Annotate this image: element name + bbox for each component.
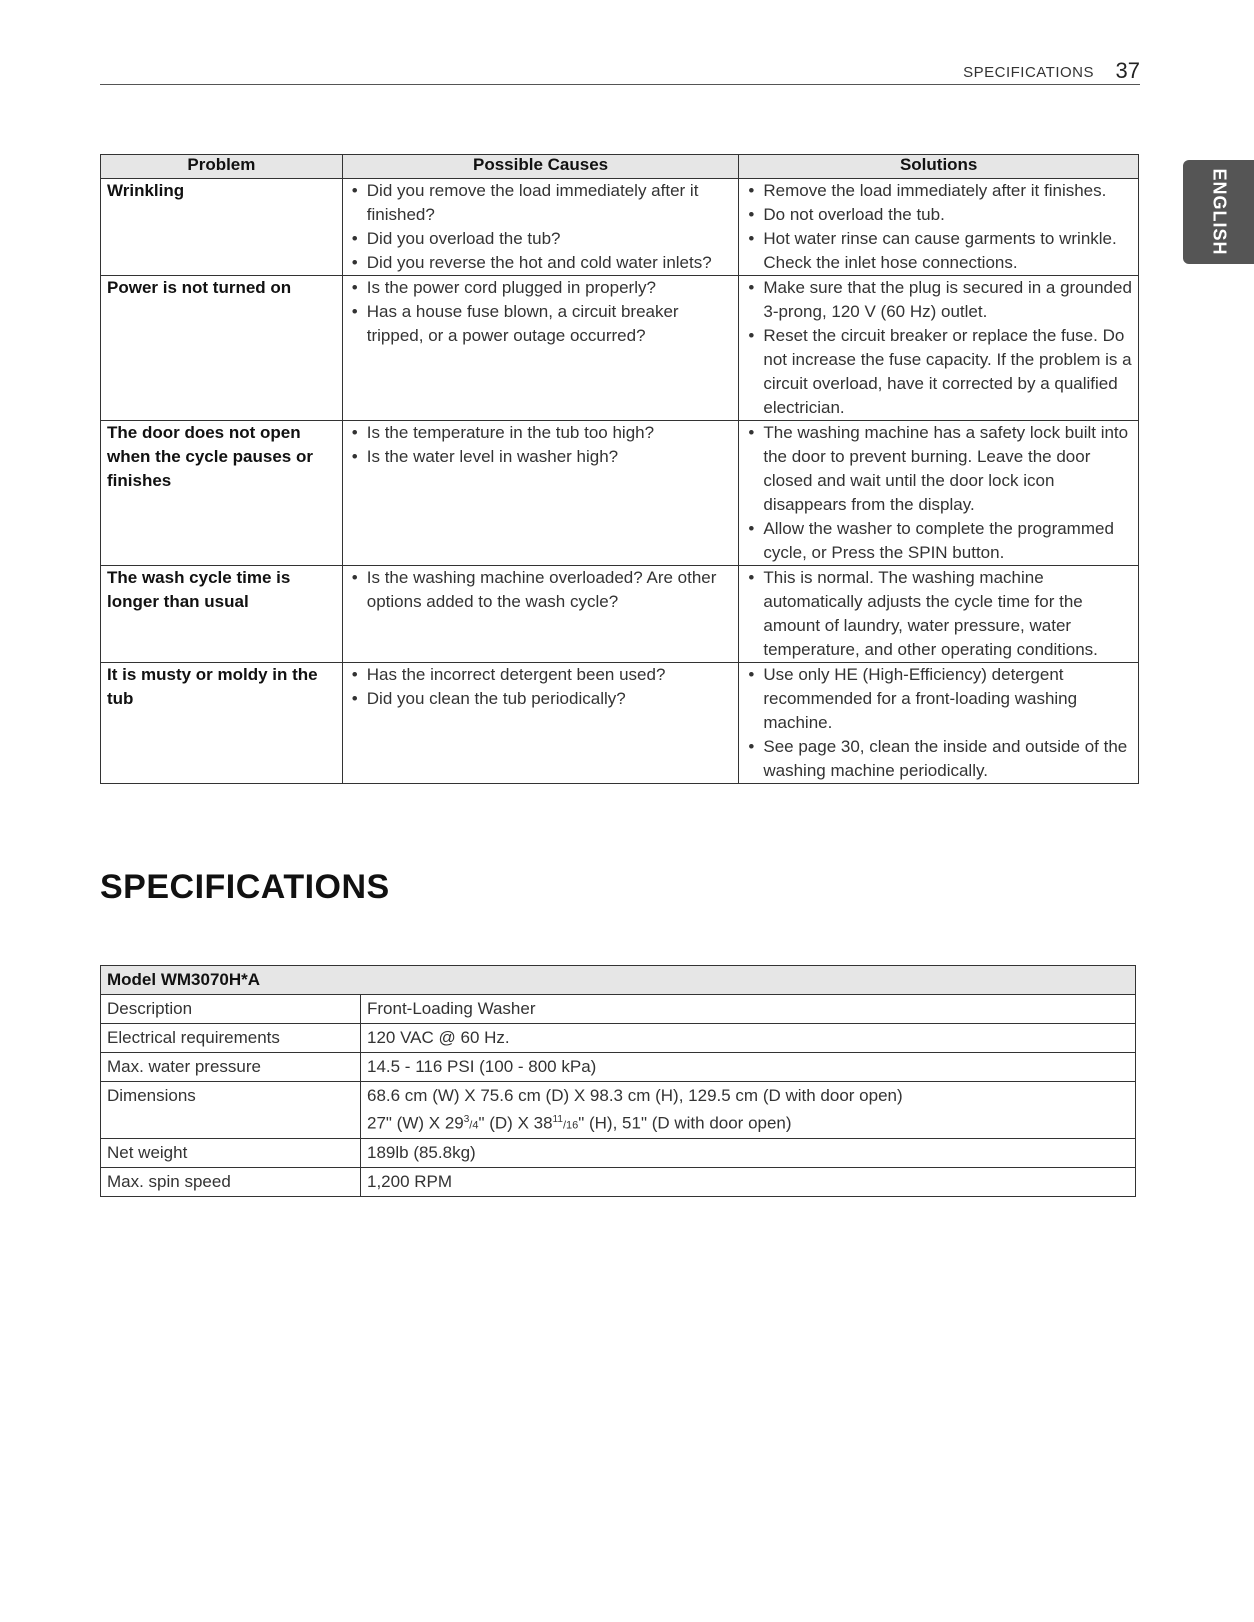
list-item: • Is the power cord plugged in properly? — [349, 276, 735, 300]
table-row — [101, 1082, 1136, 1139]
list-item: • Hot water rinse can cause garments to wrinkle. Check the inlet hose connections. — [745, 227, 1134, 275]
table-row — [101, 1167, 1136, 1196]
spec-label: Dimensions — [101, 1082, 361, 1139]
page-header — [100, 58, 1140, 85]
problem-cell: The wash cycle time is longer than usual — [101, 566, 343, 663]
language-tab-label: ENGLISH — [1209, 168, 1229, 256]
table-row — [101, 1024, 1136, 1053]
table-row — [101, 1053, 1136, 1082]
list-item: • Use only HE (High-Efficiency) detergent recommended for a front-loading washing machine. — [745, 663, 1134, 735]
solutions-cell — [739, 566, 1139, 663]
solutions-cell — [739, 276, 1139, 421]
list-item: • Remove the load immediately after it finishes. — [745, 179, 1134, 203]
list-item: • Did you remove the load immediately after it finished? — [349, 179, 735, 227]
list-item: • Has the incorrect detergent been used? — [349, 663, 735, 687]
troubleshooting-header-row — [101, 155, 1139, 179]
table-row — [101, 995, 1136, 1024]
troubleshooting-table — [100, 154, 1139, 784]
header-section-name: SPECIFICATIONS — [963, 64, 1094, 81]
dimensions-imperial: 27" (W) X $29^3/4$" (D) X $38^{11}/16$" (H), 51" (D with door open) — [367, 1113, 792, 1133]
list-item: • This is normal. The washing machine automatically adjusts the cycle time for the amount of laundry, water pressure, water temperature, and other operating conditions. — [745, 566, 1134, 662]
spec-value — [361, 1082, 1136, 1139]
list-item: • Reset the circuit breaker or replace the fuse. Do not increase the fuse capacity. If the problem is a circuit overload, have it corrected by a qualified electrician. — [745, 324, 1134, 420]
list-item: • The washing machine has a safety lock built into the door to prevent burning. Leave the door closed and wait until the door lock icon disappears from the display. — [745, 421, 1134, 517]
spec-value: Front-Loading Washer — [361, 995, 1136, 1024]
spec-value: 189lb (85.8kg) — [361, 1138, 1136, 1167]
table-row — [101, 179, 1139, 276]
list-item: • Has a house fuse blown, a circuit breaker tripped, or a power outage occurred? — [349, 300, 735, 348]
language-tab — [1183, 160, 1254, 264]
model-row — [101, 966, 1136, 995]
spec-label: Net weight — [101, 1138, 361, 1167]
problem-cell: Power is not turned on — [101, 276, 343, 421]
list-item: • Did you overload the tub? — [349, 227, 735, 251]
specifications-table — [100, 965, 1136, 1197]
dimensions-metric: 68.6 cm (W) X 75.6 cm (D) X 98.3 cm (H), 129.5 cm (D with door open) — [367, 1086, 903, 1105]
model-name: Model WM3070H*A — [101, 966, 1136, 995]
table-row — [101, 663, 1139, 784]
solutions-cell — [739, 421, 1139, 566]
table-row — [101, 566, 1139, 663]
table-row — [101, 1138, 1136, 1167]
list-item: • Did you clean the tub periodically? — [349, 687, 735, 711]
specifications-heading: SPECIFICATIONS — [100, 868, 390, 906]
list-item: • See page 30, clean the inside and outside of the washing machine periodically. — [745, 735, 1134, 783]
list-item: • Do not overload the tub. — [745, 203, 1134, 227]
header-possible-causes: Possible Causes — [342, 155, 739, 179]
spec-label: Max. water pressure — [101, 1053, 361, 1082]
causes-cell — [342, 276, 739, 421]
solutions-cell — [739, 179, 1139, 276]
causes-cell — [342, 179, 739, 276]
problem-cell: The door does not open when the cycle pauses or finishes — [101, 421, 343, 566]
header-problem: Problem — [101, 155, 343, 179]
causes-cell — [342, 663, 739, 784]
page-number: 37 — [1115, 58, 1140, 83]
solutions-cell — [739, 663, 1139, 784]
problem-cell: Wrinkling — [101, 179, 343, 276]
causes-cell — [342, 566, 739, 663]
spec-value: 14.5 - 116 PSI (100 - 800 kPa) — [361, 1053, 1136, 1082]
list-item: • Make sure that the plug is secured in a grounded 3-prong, 120 V (60 Hz) outlet. — [745, 276, 1134, 324]
spec-value: 1,200 RPM — [361, 1167, 1136, 1196]
spec-label: Description — [101, 995, 361, 1024]
problem-cell: It is musty or moldy in the tub — [101, 663, 343, 784]
spec-label: Max. spin speed — [101, 1167, 361, 1196]
spec-label: Electrical requirements — [101, 1024, 361, 1053]
table-row — [101, 276, 1139, 421]
list-item: • Is the washing machine overloaded? Are other options added to the wash cycle? — [349, 566, 735, 614]
list-item: • Did you reverse the hot and cold water inlets? — [349, 251, 735, 275]
spec-value: 120 VAC @ 60 Hz. — [361, 1024, 1136, 1053]
list-item: • Is the temperature in the tub too high? — [349, 421, 735, 445]
list-item: • Allow the washer to complete the programmed cycle, or Press the SPIN button. — [745, 517, 1134, 565]
list-item: • Is the water level in washer high? — [349, 445, 735, 469]
header-solutions: Solutions — [739, 155, 1139, 179]
causes-cell — [342, 421, 739, 566]
table-row — [101, 421, 1139, 566]
